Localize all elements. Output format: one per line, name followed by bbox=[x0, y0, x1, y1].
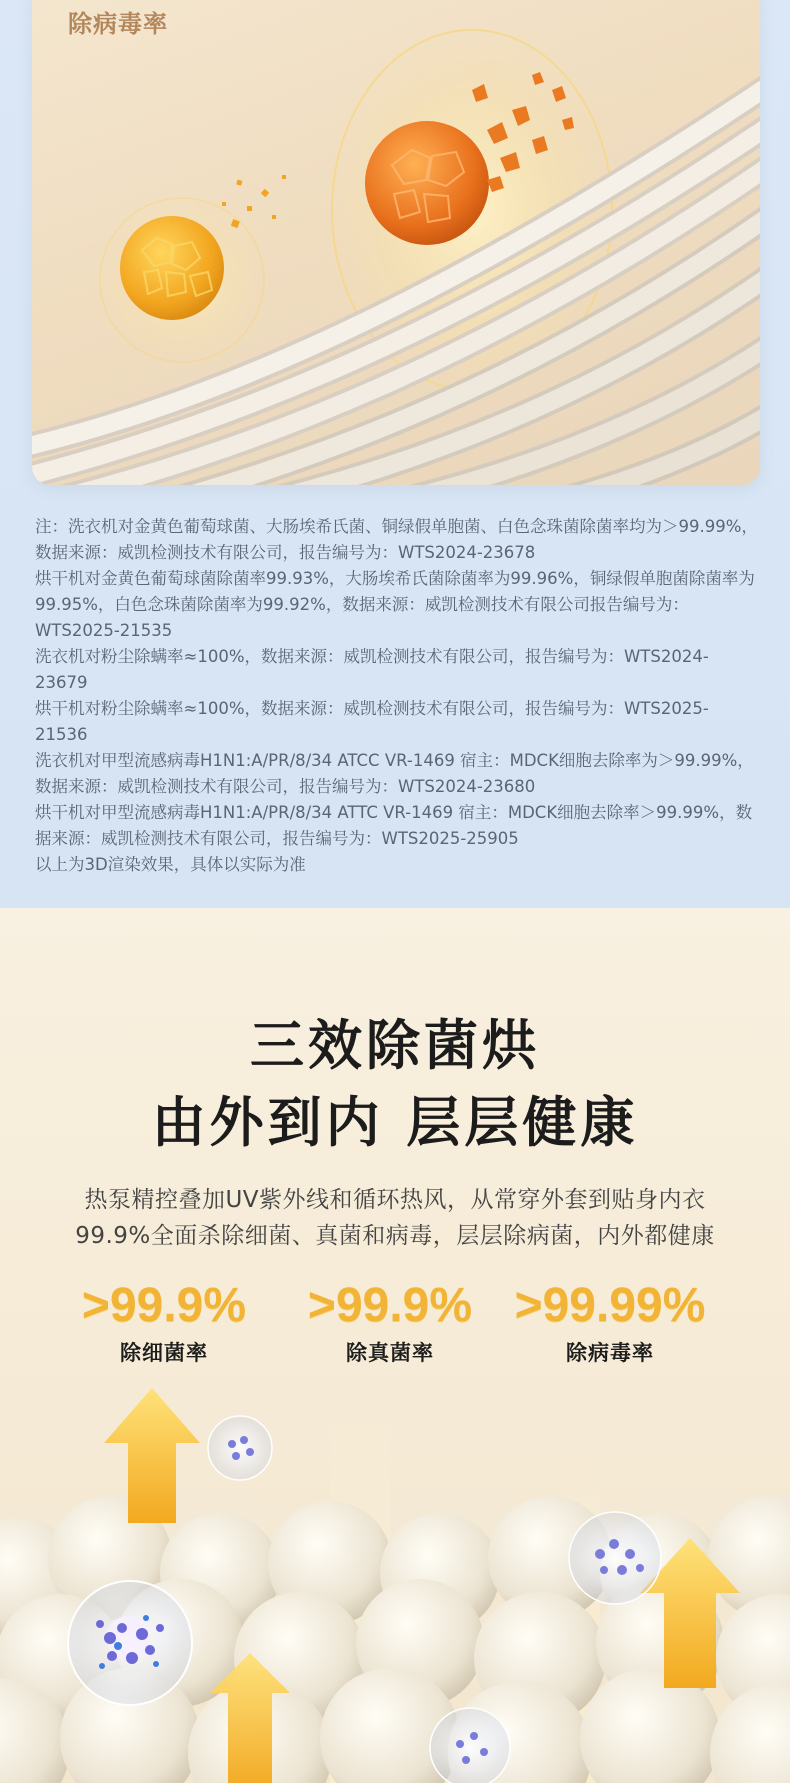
stat-bacteria-label: 除细菌率 bbox=[120, 1341, 208, 1365]
footnotes bbox=[35, 514, 760, 878]
stat-bacteria-value: >99.9% bbox=[81, 1279, 247, 1332]
headline-line-1: 三效除菌烘 bbox=[250, 1014, 540, 1077]
stat-virus-label: 除病毒率 bbox=[566, 1341, 654, 1365]
footnote-6: 烘干机对甲型流感病毒H1N1:A/PR/8/34 ATTC VR-1469 宿主：MDCK细胞去除率＞99.99%，数据来源：威凯检测技术有限公司，报告编号为：WTS2025-25905 bbox=[35, 803, 753, 848]
description-line-1: 热泵精控叠加UV紫外线和循环热风，从常穿外套到贴身内衣 bbox=[84, 1187, 706, 1213]
footnote-1: 注：洗衣机对金黄色葡萄球菌、大肠埃希氏菌、铜绿假单胞菌、白色念珠菌除菌率均为＞99.99%，数据来源：威凯检测技术有限公司，报告编号为：WTS2024-23678 bbox=[35, 517, 758, 562]
fiber-virus-illustration bbox=[32, 0, 760, 485]
headline-line-2: 由外到内 层层健康 bbox=[151, 1091, 639, 1154]
stat-fungi-label: 除真菌率 bbox=[346, 1341, 434, 1365]
triple-sterilization-section bbox=[0, 908, 790, 1783]
virus-removal-hero-image bbox=[32, 0, 760, 485]
footnote-2: 烘干机对金黄色葡萄球菌除菌率99.93%，大肠埃希氏菌除菌率为99.96%，铜绿假单胞菌除菌率为99.95%，白色念珠菌除菌率为99.92%，数据来源：威凯检测技术有限公司报告编号为：WTS2025-21535 bbox=[35, 569, 755, 640]
stat-bacteria bbox=[54, 1278, 274, 1367]
footnote-3: 洗衣机对粉尘除螨率≈100%，数据来源：威凯检测技术有限公司，报告编号为：WTS2024-23679 bbox=[35, 647, 709, 692]
description-line-2: 99.9%全面杀除细菌、真菌和病毒，层层除病菌，内外都健康 bbox=[75, 1223, 715, 1249]
stat-fungi bbox=[280, 1278, 500, 1367]
footnote-4: 烘干机对粉尘除螨率≈100%，数据来源：威凯检测技术有限公司，报告编号为：WTS2025-21536 bbox=[35, 699, 709, 744]
hero-title: 除病毒率 bbox=[68, 10, 168, 38]
fabric-sterilization-illustration bbox=[0, 1388, 790, 1783]
stat-virus-value: >99.99% bbox=[514, 1279, 706, 1332]
stat-fungi-value: >99.9% bbox=[307, 1279, 473, 1332]
stat-virus bbox=[500, 1278, 720, 1367]
footnote-5: 洗衣机对甲型流感病毒H1N1:A/PR/8/34 ATCC VR-1469 宿主：MDCK细胞去除率为＞99.99%，数据来源：威凯检测技术有限公司，报告编号为：WTS2024-23680 bbox=[35, 751, 754, 796]
footnote-7: 以上为3D渲染效果，具体以实际为准 bbox=[35, 855, 306, 874]
